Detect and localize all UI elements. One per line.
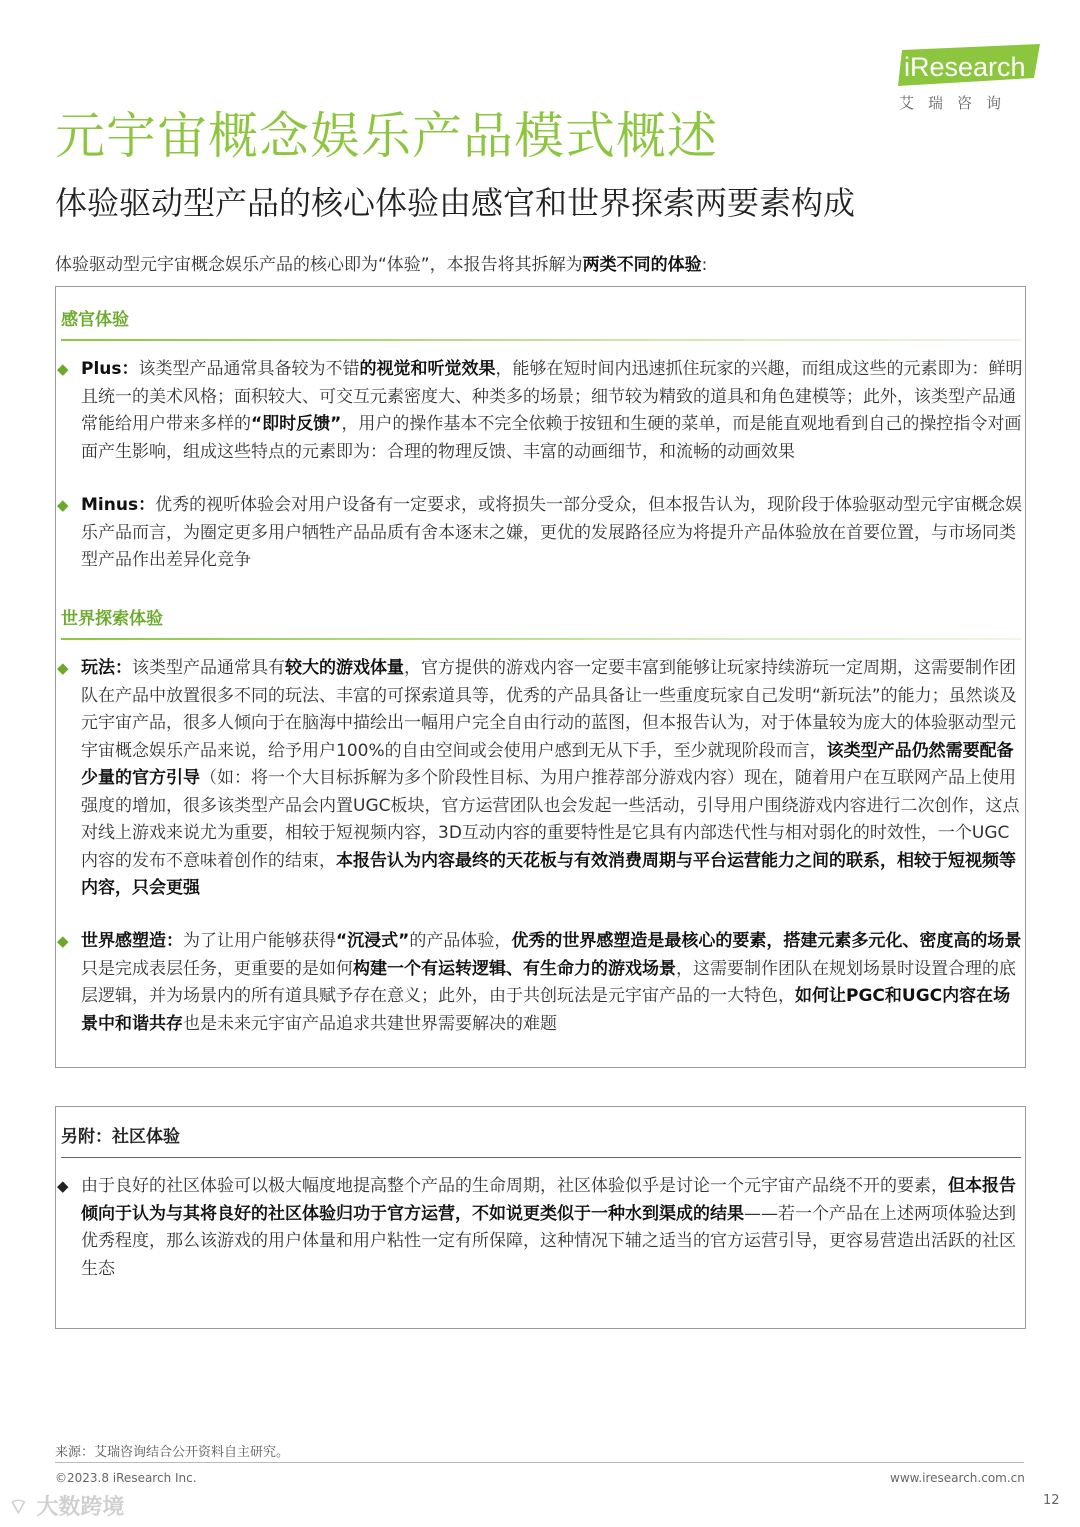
- watermark-text: 大数跨境: [36, 1495, 125, 1520]
- intro-text: [55, 250, 707, 275]
- play-text-3: （如：将一个大目标拆解为多个阶段性目标、为用户推荐部分游戏内容）现在，随着用户在互联网产品上使用强度的增加，很多该类型产品会内置UGC板块，官方运营团队也会发起一些活动，引导用户围绕游戏内容进行二次创作，这点对线上游戏来说尤为重要，相较于短视频内容，3D互动内容的重要特性是它具有内部迭代性与相对弱化的时效性，一个UGC内容的发布不意味着创作的结束，: [81, 768, 1020, 871]
- plus-bold-2: “即时反馈”: [251, 414, 342, 434]
- plus-bold-1: 的视觉和听觉效果: [359, 359, 496, 379]
- intro-bold: 两类不同的体验: [582, 255, 702, 275]
- world-bold-1: “沉浸式”: [336, 931, 410, 951]
- community-divider: [61, 1157, 1021, 1158]
- plus-label: Plus：: [81, 359, 139, 379]
- diamond-icon: ◆: [57, 932, 69, 950]
- iresearch-logo: [893, 40, 1043, 115]
- page-title: 元宇宙概念娱乐产品模式概述: [55, 107, 718, 165]
- explore-divider: [61, 638, 1021, 640]
- play-text-1: 该类型产品通常具有: [132, 658, 285, 678]
- minus-label: Minus：: [81, 495, 156, 515]
- intro-end: :: [701, 255, 708, 275]
- explore-heading: 世界探索体验: [61, 609, 163, 629]
- source-note: 来源：艾瑞咨询结合公开资料自主研究。: [55, 1445, 290, 1460]
- sensory-divider: [61, 339, 1021, 341]
- page-subtitle: 体验驱动型产品的核心体验由感官和世界探索两要素构成: [55, 184, 856, 222]
- play-bullet: [57, 655, 1025, 903]
- play-text-2: ，官方提供的游戏内容一定要丰富到能够让玩家持续游玩一定周期，这需要制作团队在产品中放置很多不同的玩法、丰富的可探索道具等，优秀的产品具备让一些重度玩家自己发明“新玩法”的能力；虽然谈及元宇宙产品，很多人倾向于在脑海中描绘出一幅用户完全自由行动的蓝图，但本报告认为，对于体量较为庞大的体验驱动型元宇宙概念娱乐产品来说，给予用户100%的自由空间或会使用户感到无从下手，至少就现阶段而言，: [81, 658, 1017, 761]
- community-bold: 但本报告倾向于认为与其将良好的社区体验归功于官方运营，不如说更类似于一种水到渠成的结果: [81, 1176, 1016, 1224]
- play-bold-2: 该类型产品仍然需要配备少量的官方引导: [81, 740, 1014, 788]
- world-bold-4: 如何让PGC和UGC内容在场景中和谐共存: [81, 986, 1011, 1034]
- minus-text: 优秀的视听体验会对用户设备有一定要求，或将损失一部分受众，但本报告认为，现阶段于体验驱动型元宇宙概念娱乐产品而言，为圈定更多用户牺牲产品品质有舍本逐末之嫌，更优的发展路径应为将提升产品体验放在首要位置，与市场同类型产品作出差异化竞争: [81, 495, 1023, 570]
- community-text-2: ——若一个产品在上述两项体验达到优秀程度，那么该游戏的用户体量和用户粘性一定有所保障，这种情况下辅之适当的官方运营引导，更容易营造出活跃的社区生态: [81, 1203, 1016, 1279]
- logo-text: iResearch: [904, 52, 1026, 82]
- community-bullet: [57, 1173, 1025, 1283]
- plus-bullet: [57, 356, 1025, 466]
- website-link[interactable]: www.iresearch.com.cn: [890, 1471, 1025, 1485]
- logo-badge-shape: [896, 44, 1040, 86]
- world-text-1: 为了让用户能够获得: [183, 931, 336, 951]
- footer-divider: [55, 1462, 1024, 1463]
- play-bold-3: 本报告认为内容最终的天花板与有效消费周期与平台运营能力之间的联系，相较于短视频等内容，只会更强: [81, 850, 1016, 898]
- world-bullet: [57, 928, 1025, 1038]
- world-label: 世界感塑造：: [81, 931, 183, 951]
- copyright: ©2023.8 iResearch Inc.: [55, 1471, 197, 1485]
- diamond-icon: ◆: [57, 659, 69, 677]
- world-text-2: 的产品体验，: [409, 931, 512, 951]
- world-text-4: ，这需要制作团队在规划场景时设置合理的底层逻辑，并为场景内的所有道具赋予存在意义；此外，由于共创玩法是元宇宙产品的一大特色，: [81, 958, 1016, 1006]
- play-label: 玩法：: [81, 658, 132, 678]
- diamond-icon: ◆: [57, 360, 69, 378]
- plus-text-2: ，能够在短时间内迅速抓住玩家的兴趣，而组成这些的元素即为：鲜明且统一的美术风格；面积较大、可交互元素密度大、种类多的场景；细节较为精致的道具和角色建模等；此外，该类型产品通常能给用户带来多样的: [81, 359, 1023, 434]
- sensory-heading: 感官体验: [61, 310, 129, 330]
- logo-subtitle: 艾瑞咨询: [899, 94, 1016, 112]
- world-bold-3: 构建一个有运转逻辑、有生命力的游戏场景: [353, 958, 676, 979]
- play-bold-1: 较大的游戏体量: [285, 658, 404, 678]
- diamond-icon: ◆: [57, 496, 69, 514]
- minus-bullet: [57, 492, 1025, 575]
- plus-text-3: ，用户的操作基本不完全依赖于按钮和生硬的菜单，而是能直观地看到自己的操控指令对画面产生影响，组成这些特点的元素即为：合理的物理反馈、丰富的动画细节，和流畅的动画效果: [81, 414, 1022, 462]
- page-number: 12: [1043, 1493, 1060, 1508]
- intro-lead: 体验驱动型元宇宙概念娱乐产品的核心即为“体验”，本报告将其拆解为: [55, 255, 583, 275]
- world-text-5: 也是未来元宇宙产品追求共建世界需要解决的难题: [183, 1013, 557, 1034]
- community-heading: 另附：社区体验: [61, 1127, 180, 1147]
- world-bold-2: 优秀的世界感塑造是最核心的要素，搭建元素多元化、密度高的场景: [511, 931, 1022, 951]
- community-text-1: 由于良好的社区体验可以极大幅度地提高整个产品的生命周期，社区体验似乎是讨论一个元宇宙产品绕不开的要素，: [81, 1176, 948, 1196]
- diamond-icon: ◆: [57, 1177, 69, 1195]
- watermark-icon: ⌔: [8, 1495, 37, 1520]
- plus-text-1: 该类型产品通常具备较为不错: [138, 359, 360, 379]
- watermark: [8, 1490, 124, 1521]
- world-text-3: 只是完成表层任务，更重要的是如何: [81, 958, 353, 979]
- logo-badge: [896, 44, 1040, 86]
